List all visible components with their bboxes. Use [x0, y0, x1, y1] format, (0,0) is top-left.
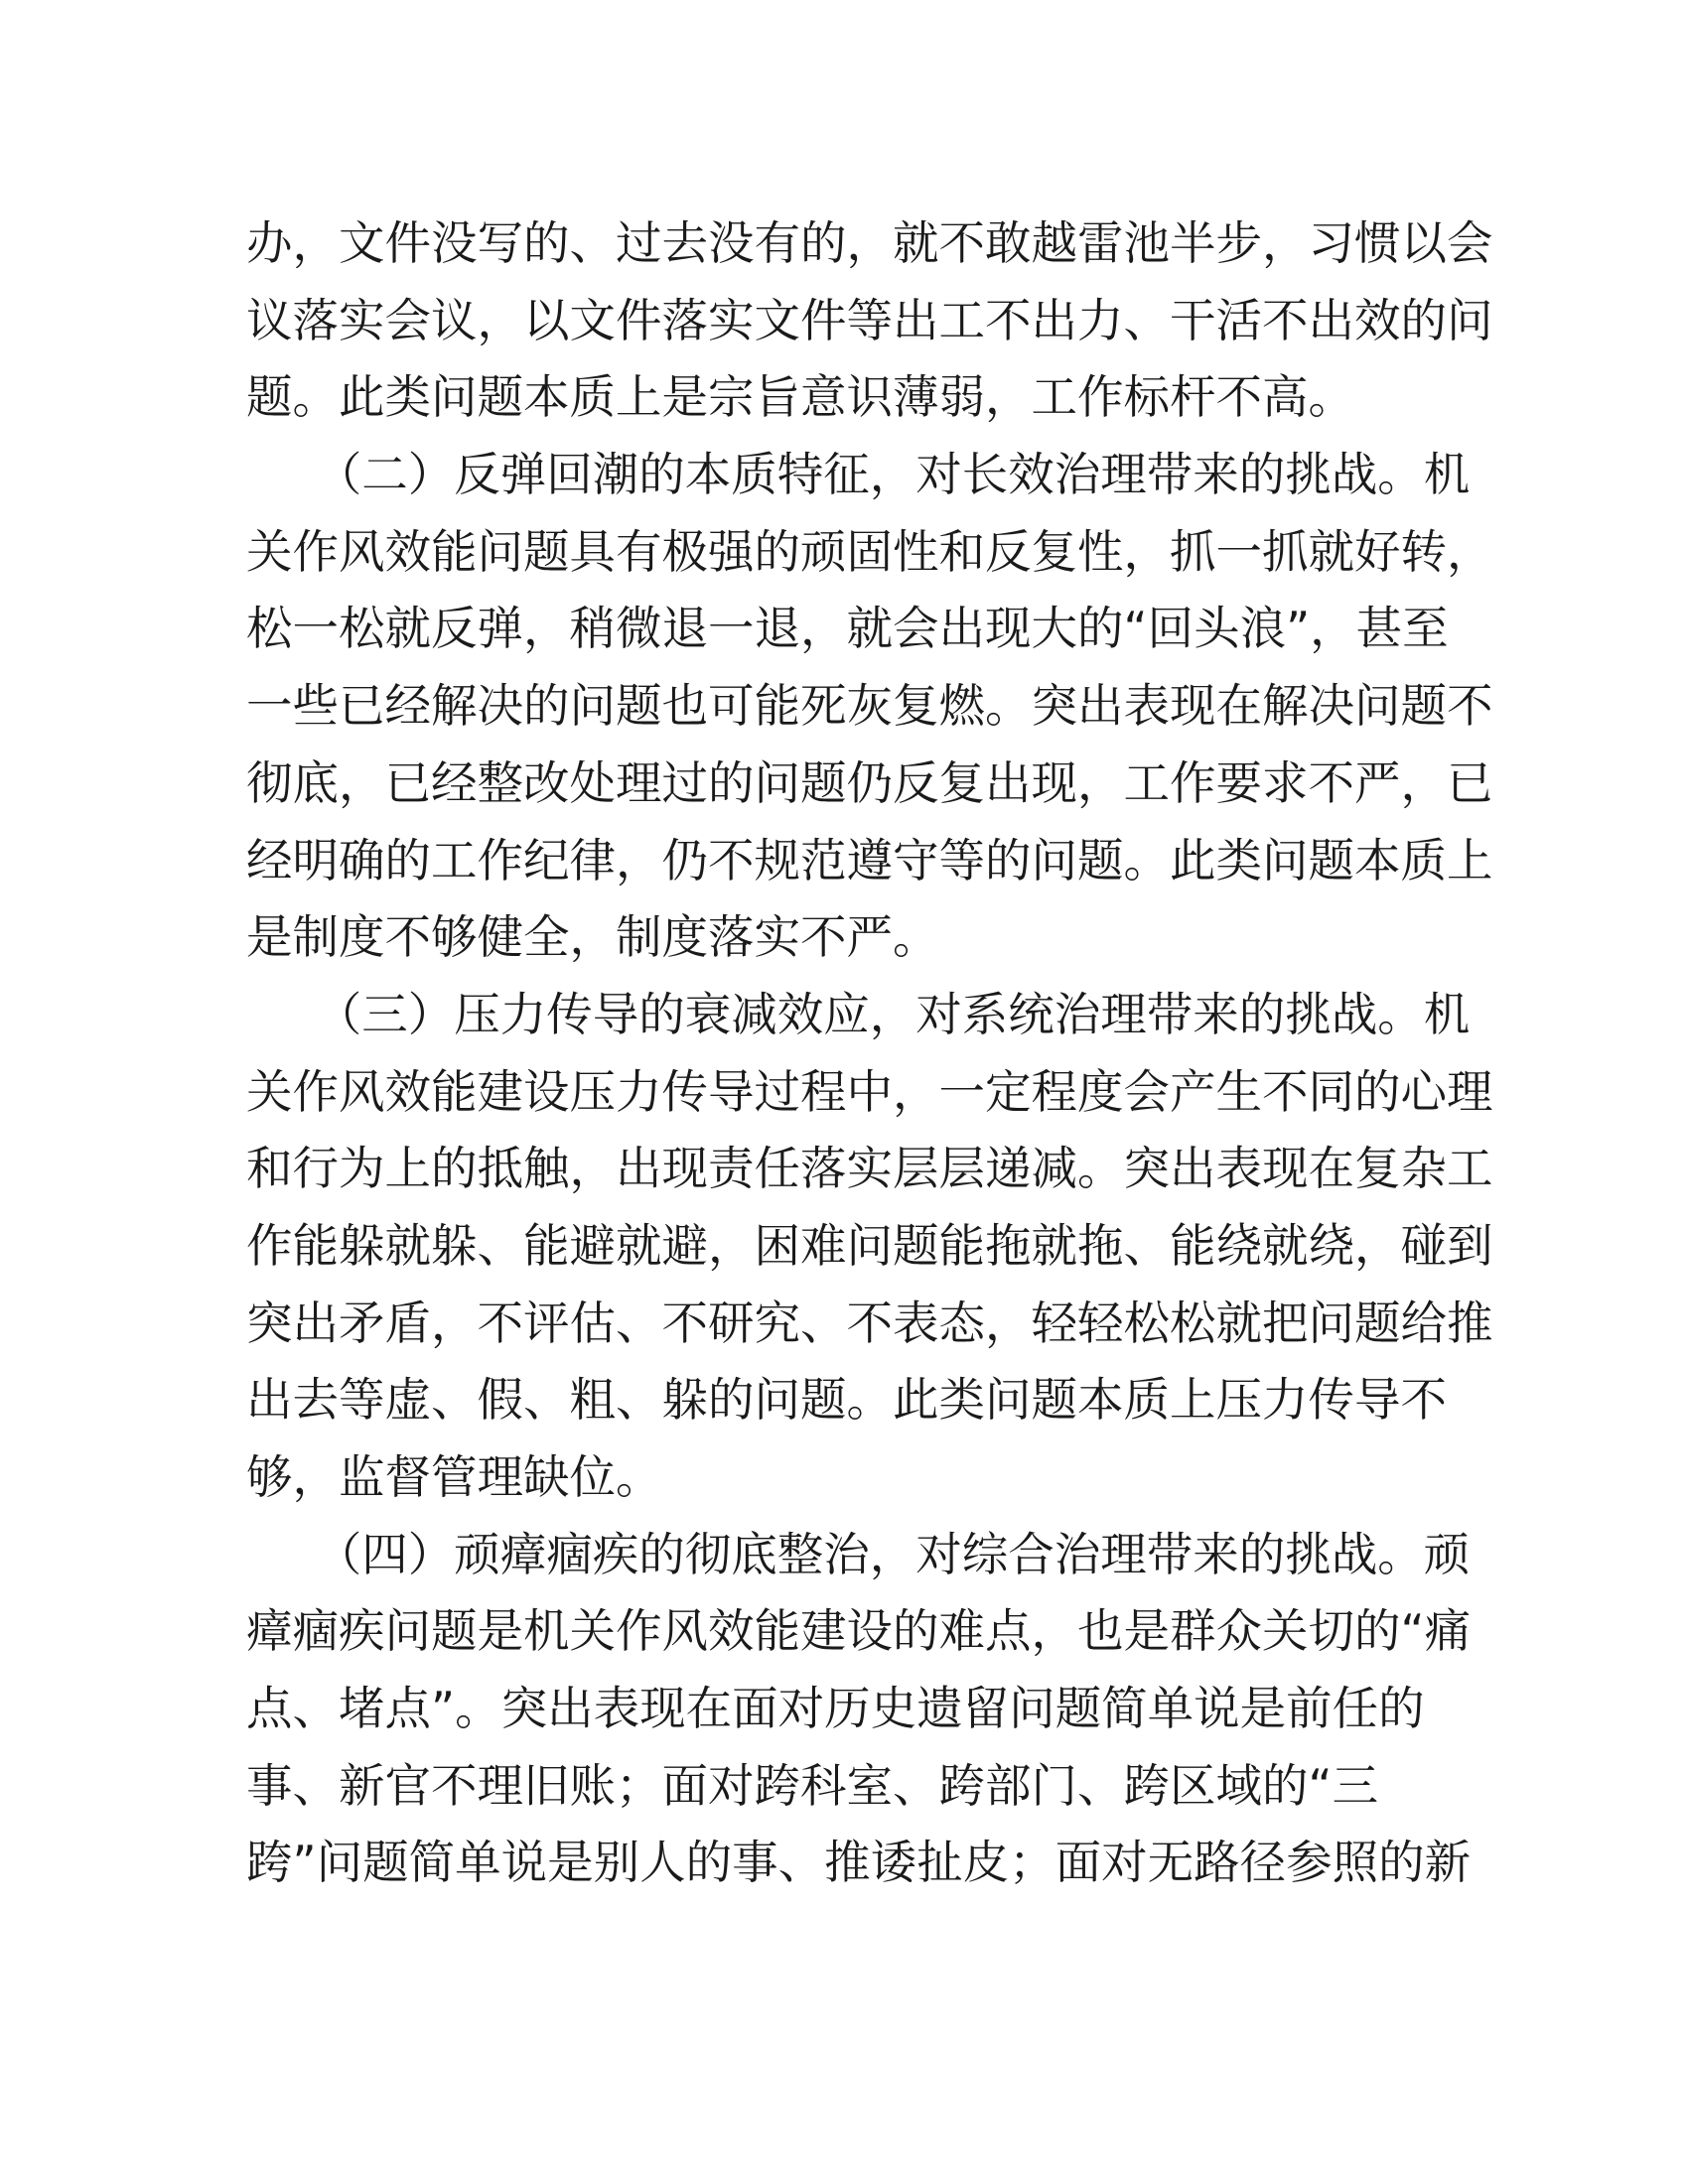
text-line: 突出矛盾，不评估、不研究、不表态，轻轻松松就把问题给推 [246, 1296, 1493, 1350]
text-line: 作能躲就躲、能避就避，困难问题能拖就拖、能绕就绕，碰到 [246, 1218, 1493, 1273]
paragraph-4 [246, 1517, 1472, 1902]
text-line: 关作风效能问题具有极强的顽固性和反复性，抓一抓就好转， [246, 524, 1493, 579]
text-line: 是制度不够健全，制度落实不严。 [246, 910, 939, 965]
text-line: 彻底，已经整改处理过的问题仍反复出现，工作要求不严，已 [246, 755, 1493, 810]
text-line: 瘴痼疾问题是机关作风效能建设的难点，也是群众关切的“痛 [246, 1604, 1472, 1659]
text-line: 关作风效能建设压力传导过程中，一定程度会产生不同的心理 [246, 1064, 1493, 1119]
text-line: 松一松就反弹，稍微退一退，就会出现大的“回头浪”，甚至 [246, 602, 1449, 656]
text-line: 和行为上的抵触，出现责任落实层层递减。突出表现在复杂工 [246, 1142, 1493, 1196]
paragraph-3 [246, 977, 1493, 1517]
text-line: 办，文件没写的、过去没有的，就不敢越雷池半步，习惯以会 [246, 216, 1493, 270]
text-line: 出去等虚、假、粗、躲的问题。此类问题本质上压力传导不 [246, 1373, 1447, 1428]
text-line: （三）压力传导的衰减效应，对系统治理带来的挑战。机 [246, 987, 1471, 1041]
paragraph-1 [246, 205, 1493, 437]
text-line: 跨”问题简单说是别人的事、推诿扯皮；面对无路径参照的新 [246, 1836, 1472, 1890]
text-line: （二）反弹回潮的本质特征，对长效治理带来的挑战。机 [246, 448, 1471, 502]
body-text [246, 205, 1493, 1902]
text-line: 一些已经解决的问题也可能死灰复燃。突出表现在解决问题不 [246, 679, 1493, 734]
text-line: （四）顽瘴痼疾的彻底整治，对综合治理带来的挑战。顽 [246, 1527, 1471, 1581]
paragraph-2 [246, 437, 1493, 977]
text-line: 经明确的工作纪律，仍不规范遵守等的问题。此类问题本质上 [246, 833, 1493, 887]
text-line: 事、新官不理旧账；面对跨科室、跨部门、跨区域的“三 [246, 1758, 1379, 1813]
text-line: 够，监督管理缺位。 [246, 1450, 662, 1504]
text-line: 题。此类问题本质上是宗旨意识薄弱，工作标杆不高。 [246, 370, 1354, 425]
text-line: 点、堵点”。突出表现在面对历史遗留问题简单说是前任的 [246, 1682, 1425, 1736]
text-line: 议落实会议，以文件落实文件等出工不出力、干活不出效的问 [246, 293, 1493, 347]
